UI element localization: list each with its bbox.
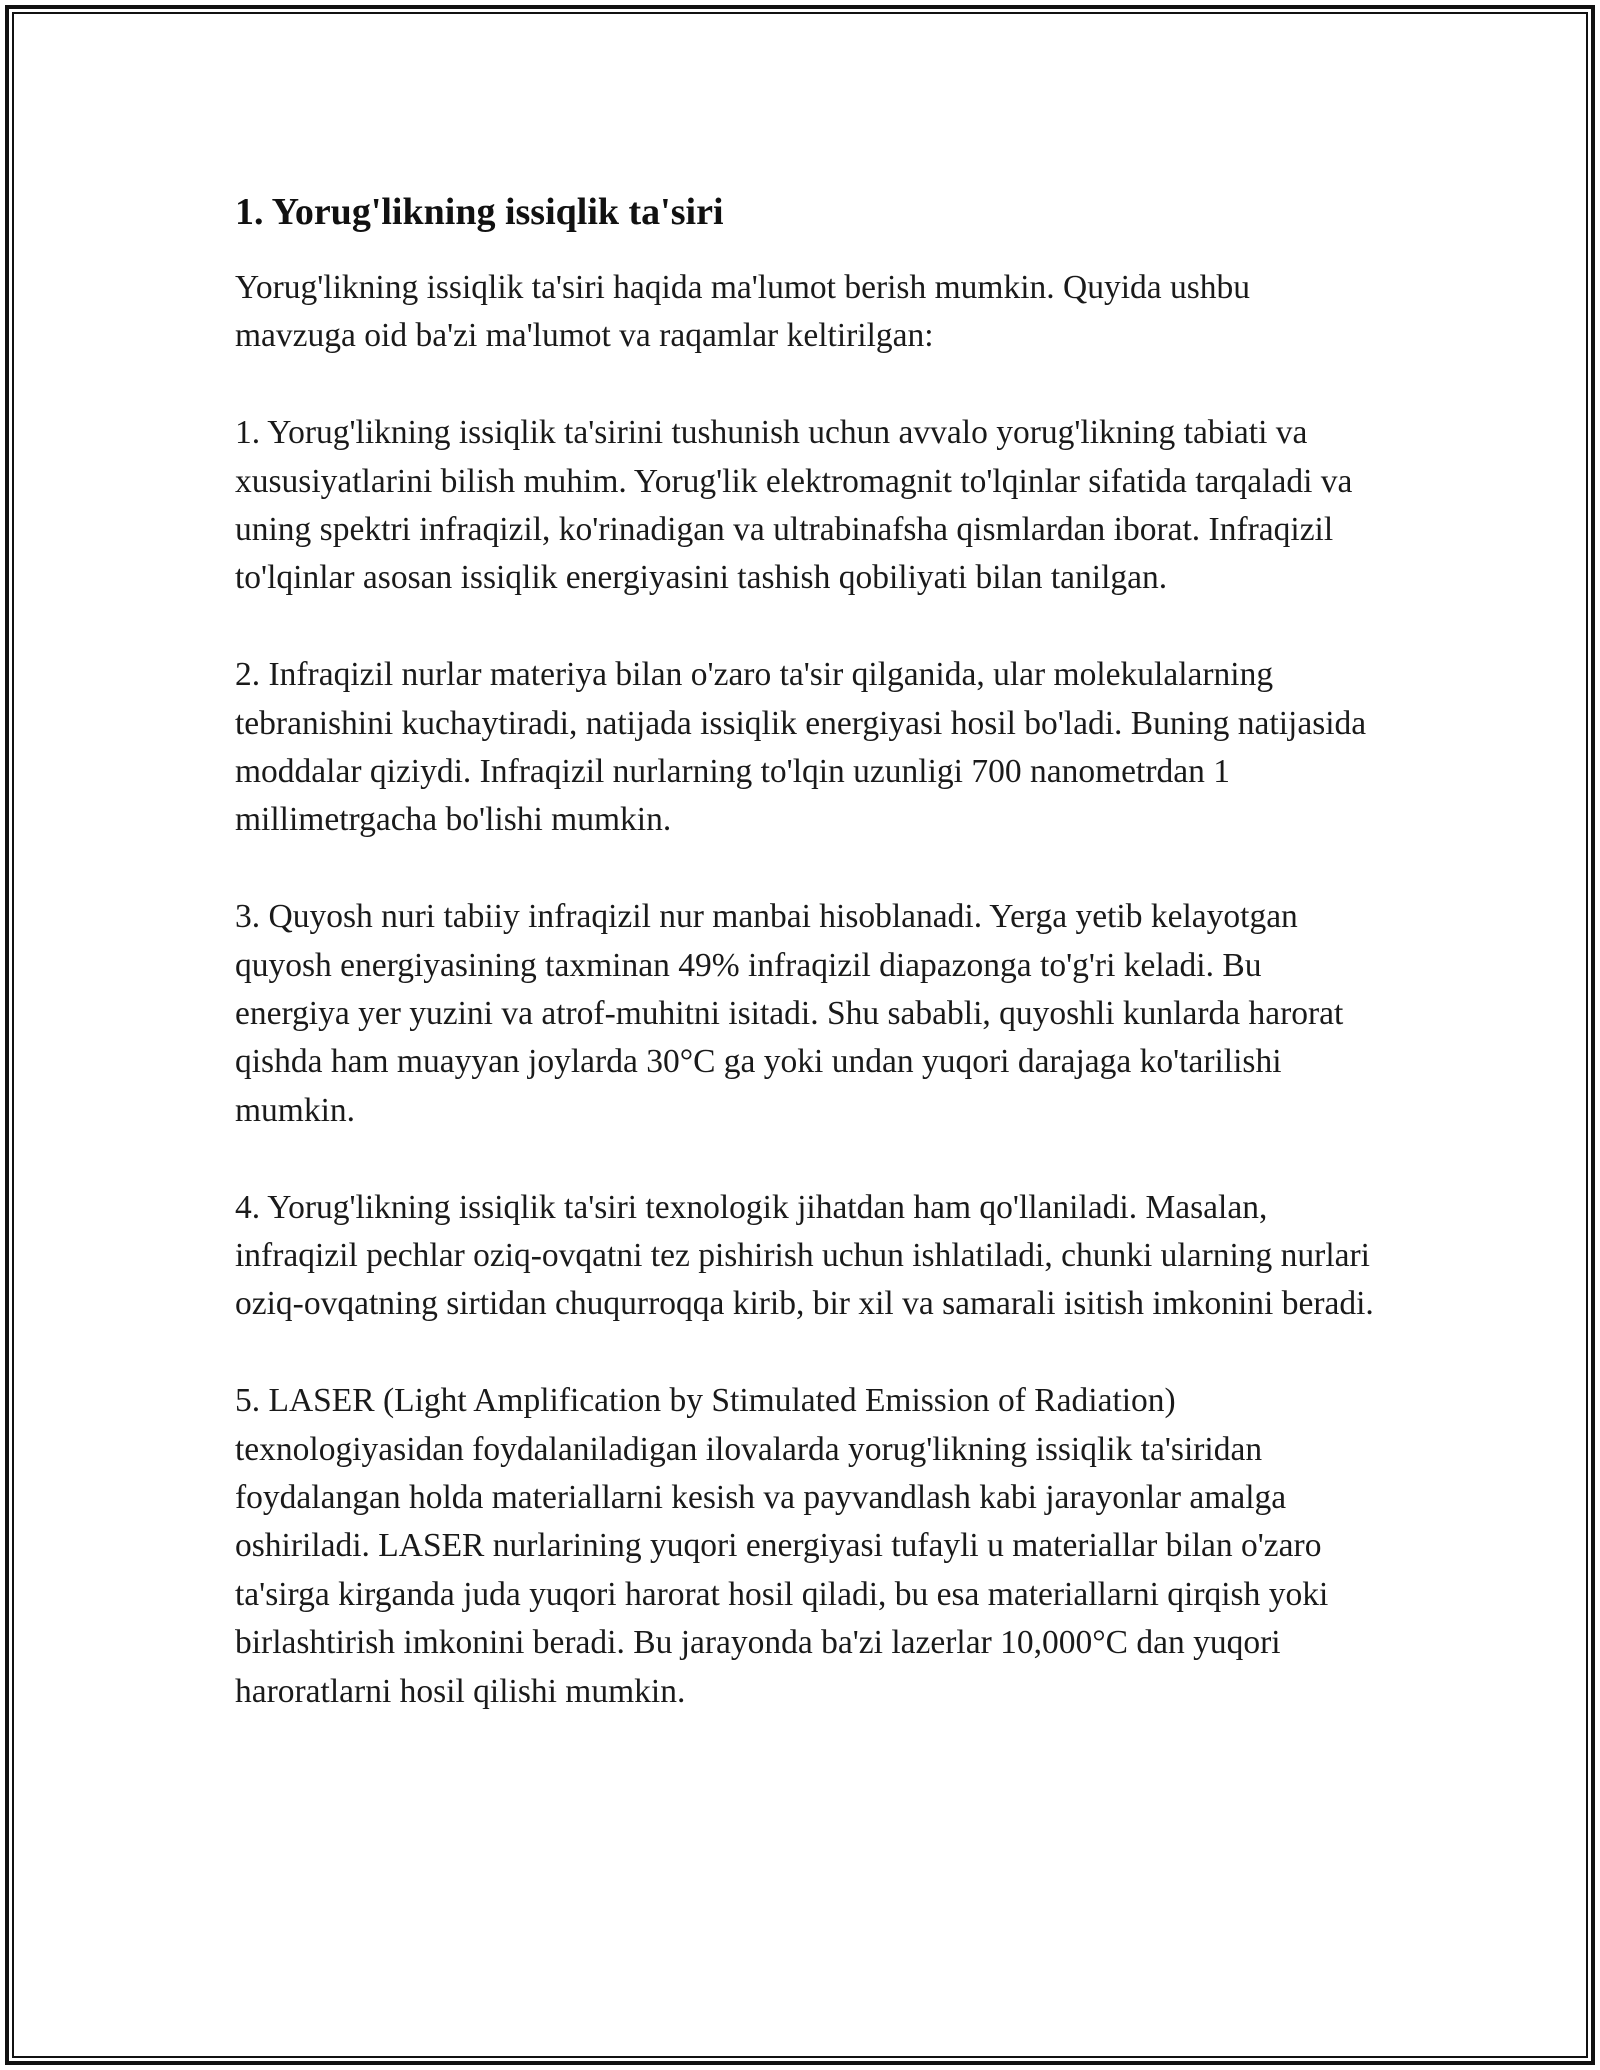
intro-paragraph: Yorug'likning issiqlik ta'siri haqida ma'lumot berish mumkin. Quyida ushbu mavzuga oid ba'zi ma'lumot va raqamlar keltirilgan: <box>235 269 1251 355</box>
paragraph-item-2: 2. Infraqizil nurlar materiya bilan o'zaro ta'sir qilganida, ular molekulalarning tebranishini kuchaytiradi, natijada issiqlik energiyasi hosil bo'ladi. Buning natijasida moddalar qiziydi. Infraqizil nurlarning to'lqin uzunligi 700 nanometrdan 1 millimetrgacha bo'lishi mumkin. <box>235 656 1367 839</box>
paragraph-item-3: 3. Quyosh nuri tabiiy infraqizil nur manbai hisoblanadi. Yerga yetib kelayotgan quyosh energiyasining taxminan 49% infraqizil diapazonga to'g'ri keladi. Bu energiya yer yuzini va atrof-muhitni isitadi. Shu sababli, quyoshli kunlarda harorat qishda ham muayyan joylarda 30°C ga yoki undan yuqori darajaga ko'tarilishi mumkin. <box>235 898 1344 1129</box>
document-title: 1. Yorug'likning issiqlik ta'siri <box>235 191 724 233</box>
paragraph-item-1: 1. Yorug'likning issiqlik ta'sirini tushunish uchun avvalo yorug'likning tabiati va xususiyatlarini bilish muhim. Yorug'lik elektromagnit to'lqinlar sifatida tarqaladi va uning spektri infraqizil, ko'rinadigan va ultrabinafsha qismlardan iborat. Infraqizil to'lqinlar asosan issiqlik energiyasini tashish qobiliyati bilan tanilgan. <box>235 414 1353 597</box>
document-body <box>235 188 1375 1716</box>
paragraph-item-5: 5. LASER (Light Amplification by Stimulated Emission of Radiation) texnologiyasidan foydalaniladigan ilovalarda yorug'likning issiqlik ta'siridan foydalangan holda materiallarni kesish va payvandlash kabi jarayonlar amalga oshiriladi. LASER nurlarining yuqori energiyasi tufayli u materiallar bilan o'zaro ta'sirga kirganda juda yuqori harorat hosil qiladi, bu esa materiallarni qirqish yoki birlashtirish imkonini beradi. Bu jarayonda ba'zi lazerlar 10,000°C dan yuqori haroratlarni hosil qilishi mumkin. <box>235 1382 1329 1710</box>
paragraph-item-4: 4. Yorug'likning issiqlik ta'siri texnologik jihatdan ham qo'llaniladi. Masalan, infraqizil pechlar oziq-ovqatni tez pishirish uchun ishlatiladi, chunki ularning nurlari oziq-ovqatning sirtidan chuqurroqqa kirib, bir xil va samarali isitish imkonini beradi. <box>235 1188 1374 1323</box>
